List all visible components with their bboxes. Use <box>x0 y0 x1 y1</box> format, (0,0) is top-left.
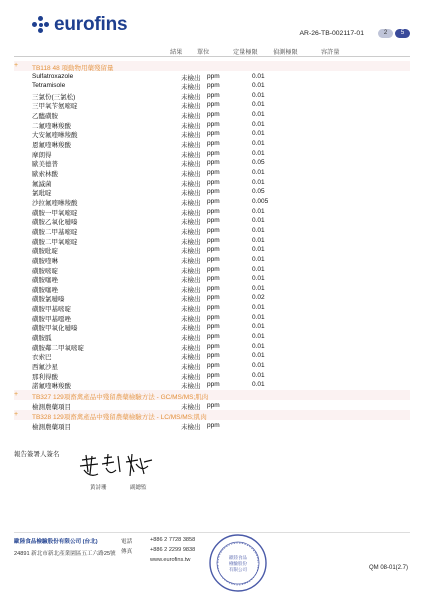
table-row <box>32 159 332 169</box>
result-value: 未檢出 <box>181 180 201 188</box>
table-row <box>32 120 332 130</box>
column-result: 結果 <box>170 49 183 56</box>
expand-icon: + <box>14 62 19 69</box>
loq-value: 0.01 <box>252 371 265 379</box>
analyte-name: 氯吡啶 <box>32 190 52 198</box>
table-row <box>32 140 332 150</box>
unit-value: ppm <box>207 294 220 302</box>
analyte-name: 磺胺二甲氧嘧啶 <box>32 238 78 246</box>
table-row <box>32 284 332 294</box>
table-row <box>32 111 332 121</box>
analyte-name: 磺胺氯噠嗪 <box>32 296 65 304</box>
result-value: 未檢出 <box>181 238 201 246</box>
loq-value: 0.05 <box>252 159 265 167</box>
result-value: 未檢出 <box>181 199 201 207</box>
loq-value: 0.01 <box>252 120 265 128</box>
analyte-name: 諾氟喹啉羧酸 <box>32 383 71 391</box>
loq-value: 0.02 <box>252 294 265 302</box>
analyte-name: 磺胺甲基嘧啶 <box>32 306 71 314</box>
loq-value: 0.01 <box>252 265 265 273</box>
unit-value: ppm <box>207 362 220 369</box>
result-value: 未檢出 <box>181 93 201 101</box>
analyte-name: 磺胺甲氧化噠嗪 <box>32 325 78 333</box>
result-value: 未檢出 <box>181 364 201 371</box>
table-row <box>32 72 332 82</box>
analyte-name: 磺胺吡啶 <box>32 248 58 256</box>
table-row <box>32 188 332 198</box>
table-row <box>32 169 332 179</box>
test-group-header <box>14 61 410 71</box>
result-value: 未檢出 <box>181 171 201 178</box>
loq-value: 0.01 <box>252 246 265 254</box>
result-value: 未檢出 <box>181 142 201 150</box>
table-row <box>32 352 332 362</box>
page-indicator <box>376 29 410 38</box>
loq-value: 0.01 <box>252 275 265 283</box>
logo-dots-icon <box>32 16 50 34</box>
result-value: 未檢出 <box>181 248 201 256</box>
logo-text: eurofins <box>54 14 128 35</box>
analyte-name: 磺胺胍 <box>32 335 52 343</box>
unit-value: ppm <box>207 323 220 331</box>
analyte-name: 磺胺噻唑 <box>32 286 58 294</box>
fax-number: +886 2 2299 9838 <box>150 547 196 553</box>
unit-value: ppm <box>207 111 220 119</box>
analyte-name: 磺胺一甲氧嘧啶 <box>32 209 78 217</box>
phone-number: +886 2 7728 3858 <box>150 537 196 543</box>
table-row <box>32 226 332 236</box>
unit-value: ppm <box>207 381 220 389</box>
company-address: 24891 新北市新北產業園區五工六路25號 <box>14 551 116 557</box>
loq-value: 0.01 <box>252 333 265 341</box>
table-row <box>32 313 332 323</box>
unit-value: ppm <box>207 159 220 167</box>
table-row <box>32 236 332 246</box>
unit-value: ppm <box>207 197 220 205</box>
table-row <box>32 178 332 188</box>
table-row <box>32 82 332 92</box>
analyte-name: 歐美德普 <box>32 161 58 169</box>
test-group-title: TB327 129項畜禽產品中殘留農藥檢驗方法 - GC/MS/MS;肌肉 <box>32 393 209 401</box>
table-row <box>32 101 332 111</box>
result-value: 未檢出 <box>181 286 201 294</box>
loq-value: 0.01 <box>252 72 265 80</box>
unit-value: ppm <box>207 178 220 186</box>
expand-icon: + <box>14 391 19 398</box>
loq-value: 0.01 <box>252 284 265 292</box>
loq-value: 0.01 <box>252 130 265 138</box>
analyte-name: 磺胺嘧啶 <box>32 267 58 275</box>
column-tolerance: 容許量 <box>321 49 340 56</box>
table-row <box>32 381 332 391</box>
table-row <box>32 362 332 372</box>
unit-value: ppm <box>207 401 220 409</box>
unit-value: ppm <box>207 130 220 138</box>
table-row <box>32 255 332 265</box>
document-code: QM 08-01(2.7) <box>368 565 408 571</box>
website: www.eurofins.tw <box>150 557 191 563</box>
test-group-title: TB328 129項畜禽產品中殘留農藥檢驗方法 - LC/MS/MS;肌肉 <box>32 413 207 421</box>
unit-value: ppm <box>207 265 220 273</box>
result-value: 未檢出 <box>181 151 201 159</box>
unit-value: ppm <box>207 169 220 176</box>
loq-value: 0.01 <box>252 207 265 215</box>
analyte-name: 歐索林酸 <box>32 171 58 178</box>
table-column-header <box>14 44 410 57</box>
result-value: 未檢出 <box>181 190 201 198</box>
unit-value: ppm <box>207 284 220 292</box>
unit-value: ppm <box>207 255 220 263</box>
expand-icon: + <box>14 411 19 418</box>
analyte-name: 恩氟喹啉羧酸 <box>32 142 71 150</box>
analyte-name: 檢測農藥項目 <box>32 403 71 411</box>
result-value: 未檢出 <box>181 423 201 431</box>
unit-value: ppm <box>207 149 220 157</box>
result-value: 未檢出 <box>181 383 201 391</box>
table-row <box>32 371 332 381</box>
analyte-name: 檢測農藥項目 <box>32 423 71 431</box>
result-value: 未檢出 <box>181 335 201 343</box>
loq-value: 0.01 <box>252 178 265 186</box>
analyte-name: 磺胺甲基噁唑 <box>32 315 71 323</box>
unit-value: ppm <box>207 120 220 128</box>
loq-value: 0.01 <box>252 255 265 263</box>
unit-value: ppm <box>207 304 220 312</box>
unit-value: ppm <box>207 313 220 321</box>
loq-value: 0.005 <box>252 197 269 205</box>
signer-title: 副總監 <box>130 485 147 491</box>
unit-value: ppm <box>207 333 220 341</box>
column-unit: 單位 <box>197 49 210 56</box>
phone-label: 電話 <box>121 539 133 545</box>
analyte-name: Tetramisole <box>32 82 66 90</box>
svg-text:有限公司: 有限公司 <box>229 568 247 573</box>
loq-value: 0.01 <box>252 313 265 321</box>
analyte-name: 那利得酸 <box>32 373 58 381</box>
analyte-name: 衣索巴 <box>32 354 52 362</box>
loq-value: 0.01 <box>252 140 265 148</box>
result-value: 未檢出 <box>181 315 201 323</box>
analyte-name: 磺胺噻唑 <box>32 277 58 285</box>
signature-label: 報告簽署人簽名 <box>14 451 60 458</box>
unit-value: ppm <box>207 352 220 360</box>
analyte-name: 磺胺二甲基嘧啶 <box>32 228 78 236</box>
analyte-name: 磺胺喹啉 <box>32 257 58 265</box>
analyte-name: 西氟沙星 <box>32 364 58 371</box>
fax-label: 傳真 <box>121 549 133 555</box>
unit-value: ppm <box>207 236 220 244</box>
handwritten-signature <box>78 452 158 482</box>
table-row <box>32 265 332 275</box>
result-value: 未檢出 <box>181 354 201 362</box>
signer-name: 黃詩珊 <box>90 485 107 491</box>
result-value: 未檢出 <box>181 306 201 314</box>
analyte-name: 磺胺鄰二甲氧嘧啶 <box>32 344 84 352</box>
result-value: 未檢出 <box>181 113 201 121</box>
analyte-name: 氟滅菌 <box>32 180 52 188</box>
column-lod: 偵測極限 <box>273 49 298 56</box>
loq-value: 0.01 <box>252 226 265 234</box>
loq-value: 0.01 <box>252 381 265 389</box>
analyte-name: 二氟喹啉羧酸 <box>32 122 71 130</box>
svg-text:歐陸食品: 歐陸食品 <box>229 556 247 561</box>
analyte-name: 摩朗得 <box>32 151 52 159</box>
unit-value: ppm <box>207 421 220 429</box>
table-row <box>32 91 332 101</box>
table-row <box>32 421 332 431</box>
loq-value: 0.01 <box>252 342 265 350</box>
unit-value: ppm <box>207 101 220 109</box>
result-value: 未檢出 <box>181 267 201 275</box>
loq-value: 0.01 <box>252 101 265 109</box>
loq-value: 0.01 <box>252 169 265 176</box>
page-current: 2 <box>378 29 393 38</box>
unit-value: ppm <box>207 275 220 283</box>
test-group-title: TB118 48 項動物用藥殘留量 <box>32 64 114 72</box>
result-value: 未檢出 <box>181 219 201 227</box>
result-value: 未檢出 <box>181 325 201 333</box>
loq-value: 0.01 <box>252 323 265 331</box>
page-total: 5 <box>395 29 410 38</box>
table-row <box>32 149 332 159</box>
result-value: 未檢出 <box>181 74 201 82</box>
unit-value: ppm <box>207 226 220 234</box>
unit-value: ppm <box>207 72 220 80</box>
unit-value: ppm <box>207 188 220 196</box>
result-value: 未檢出 <box>181 277 201 285</box>
table-row <box>32 304 332 314</box>
result-value: 未檢出 <box>181 122 201 130</box>
unit-value: ppm <box>207 342 220 350</box>
result-value: 未檢出 <box>181 228 201 236</box>
table-row <box>32 275 332 285</box>
result-value: 未檢出 <box>181 84 201 92</box>
column-loq: 定量極限 <box>233 49 258 56</box>
loq-value: 0.01 <box>252 217 265 225</box>
loq-value: 0.01 <box>252 304 265 312</box>
company-name: 歐陸食品檢驗股份有限公司 (台北) <box>14 539 98 545</box>
table-row <box>32 294 332 304</box>
table-row <box>32 333 332 343</box>
loq-value: 0.01 <box>252 91 265 99</box>
table-row <box>32 207 332 217</box>
result-value: 未檢出 <box>181 161 201 169</box>
eurofins-logo <box>32 14 127 36</box>
analyte-name: Sulfatroxazole <box>32 72 74 80</box>
result-value: 未檢出 <box>181 373 201 381</box>
table-row <box>32 342 332 352</box>
test-group-header <box>14 410 410 420</box>
unit-value: ppm <box>207 82 220 90</box>
test-group-header <box>14 390 410 400</box>
result-value: 未檢出 <box>181 132 201 140</box>
loq-value: 0.05 <box>252 188 265 196</box>
analyte-name: 磺胺乙氧化噠嗪 <box>32 219 78 227</box>
loq-value: 0.01 <box>252 82 265 90</box>
table-row <box>32 246 332 256</box>
result-value: 未檢出 <box>181 296 201 304</box>
result-value: 未檢出 <box>181 209 201 217</box>
unit-value: ppm <box>207 140 220 148</box>
report-number: AR-26-TB-002117-01 <box>299 30 364 37</box>
loq-value: 0.01 <box>252 236 265 244</box>
table-row <box>32 130 332 140</box>
result-value: 未檢出 <box>181 257 201 265</box>
unit-value: ppm <box>207 91 220 99</box>
analyte-name: 沙拉氟喹啉羧酸 <box>32 199 78 207</box>
result-value: 未檢出 <box>181 103 201 111</box>
result-value: 未檢出 <box>181 403 201 411</box>
unit-value: ppm <box>207 371 220 379</box>
analyte-name: 乙醯磺胺 <box>32 113 58 121</box>
table-row <box>32 323 332 333</box>
table-row <box>32 217 332 227</box>
loq-value: 0.01 <box>252 149 265 157</box>
company-seal <box>208 533 268 593</box>
unit-value: ppm <box>207 246 220 254</box>
result-value: 未檢出 <box>181 344 201 352</box>
unit-value: ppm <box>207 207 220 215</box>
analyte-name: 大安氟喹啉羧酸 <box>32 132 78 140</box>
table-row <box>32 197 332 207</box>
analyte-name: 三氯份(三氯松) <box>32 93 76 101</box>
loq-value: 0.01 <box>252 352 265 360</box>
analyte-name: 三甲氧苄氨嘧啶 <box>32 103 78 111</box>
svg-text:檢驗股份: 檢驗股份 <box>229 562 247 567</box>
unit-value: ppm <box>207 217 220 225</box>
loq-value: 0.01 <box>252 111 265 119</box>
loq-value: 0.01 <box>252 362 265 369</box>
